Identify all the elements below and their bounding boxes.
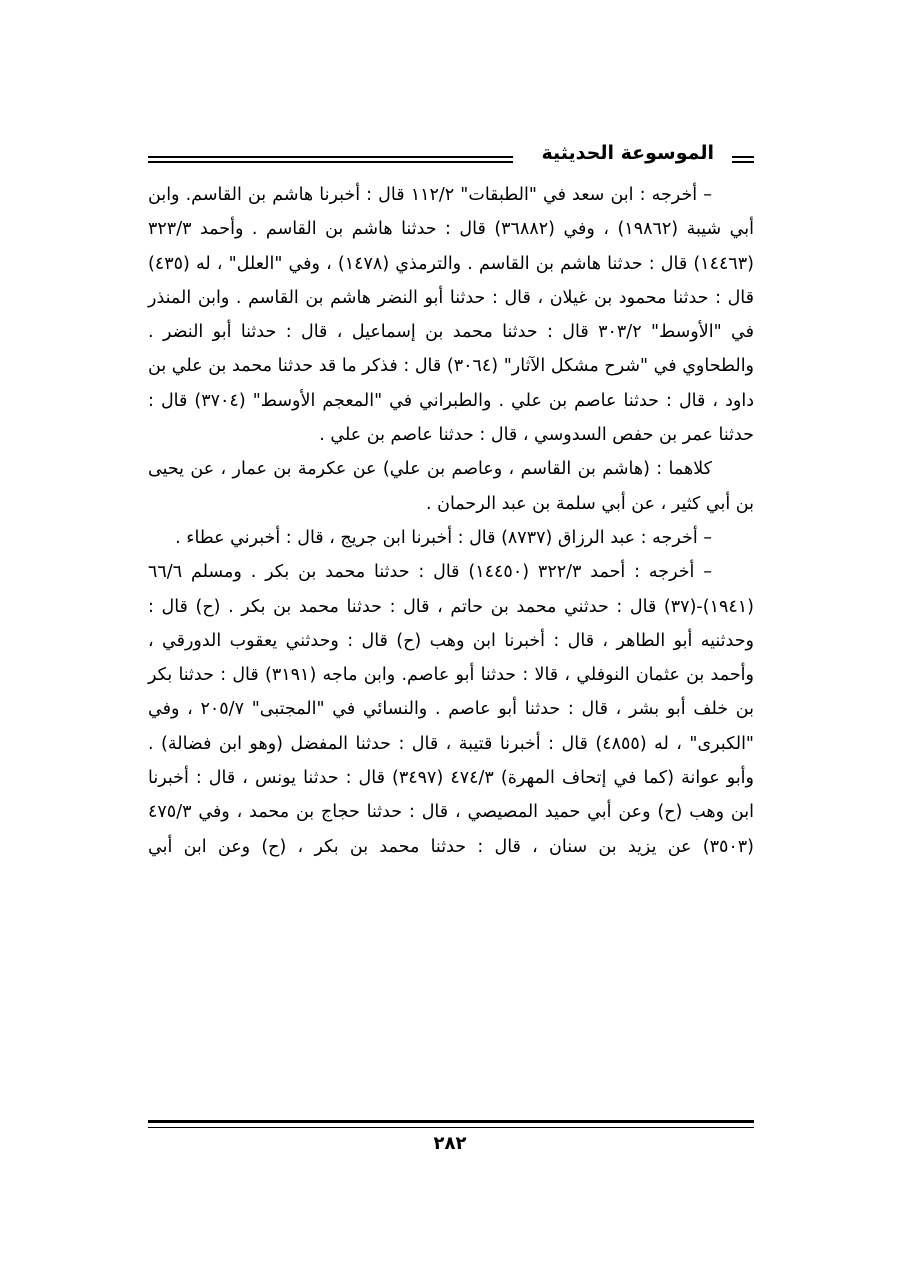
body-text bbox=[148, 178, 754, 864]
paragraph-2: كلاهما : (هاشم بن القاسم ، وعاصم بن علي) عن عكرمة بن عمار ، عن يحيى بن أبي كثير ، عن أبي سلمة بن عبد الرحمان . bbox=[148, 459, 754, 514]
paragraph-3: – أخرجه : عبد الرزاق (٨٧٣٧) قال : أخبرنا ابن جريج ، قال : أخبرني عطاء . bbox=[175, 527, 712, 548]
footer-rule-thick bbox=[148, 1120, 754, 1123]
page-header bbox=[148, 136, 754, 176]
header-rule-long bbox=[148, 156, 513, 163]
header-rule-short bbox=[732, 156, 754, 163]
paragraph-4: – أخرجه : أحمد ٣٢٢/٣ (١٤٤٥٠) قال : حدثنا محمد بن بكر . ومسلم ٦٦/٦ (١٩٤١)-(٣٧) قال : حدثني محمد بن حاتم ، قال : حدثنا محمد بن بكر . (ح) قال : وحدثنيه أبو الطاهر ، قال : أخبرنا ابن وهب (ح) قال : وحدثني يعقوب الدورقي ، وأحمد بن عثمان النوفلي ، قالا : حدثنا أبو عاصم. وابن ماجه (٣١٩١) قال : حدثنا بكر بن خلف أبو بشر ، قال : حدثنا أبو عاصم . والنسائي في "المجتبى" ٢٠٥/٧ ، وفي "الكبرى" ، له (٤٨٥٥) قال : أخبرنا قتيبة ، قال : حدثنا المفضل (وهو ابن فضالة) . وأبو عوانة (كما في إتحاف المهرة) ٤٧٤/٣ (٣٤٩٧) قال : حدثنا يونس ، قال : أخبرنا ابن وهب (ح) وعن أبي حميد المصيصي ، قال : حدثنا حجاج بن محمد ، وفي ٤٧٥/٣ (٣٥٠٣) عن يزيد بن سنان ، قال : حدثنا محمد بن بكر ، (ح) وعن ابن أبي bbox=[148, 562, 754, 857]
header-title: الموسوعة الحديثية bbox=[541, 142, 714, 164]
page-number: ٢٨٢ bbox=[433, 1133, 467, 1154]
footer-rule-thin bbox=[148, 1127, 754, 1128]
paragraph-1: – أخرجه : ابن سعد في "الطبقات" ١١٢/٢ قال : أخبرنا هاشم بن القاسم. وابن أبي شيبة (١٩٨٦٢) ، وفي (٣٦٨٨٢) قال : حدثنا هاشم بن القاسم . وأحمد ٣٢٣/٣ (١٤٤٦٣) قال : حدثنا هاشم بن القاسم . والترمذي (١٤٧٨) ، وفي "العلل" ، له (٤٣٥) قال : حدثنا محمود بن غيلان ، قال : حدثنا أبو النضر هاشم بن القاسم . وابن المنذر في "الأوسط" ٣٠٣/٢ قال : حدثنا محمد بن إسماعيل ، قال : حدثنا أبو النضر . والطحاوي في "شرح مشكل الآثار" (٣٠٦٤) قال : فذكر ما قد حدثنا محمد بن علي بن داود ، قال : حدثنا عاصم بن علي . والطبراني في "المعجم الأوسط" (٣٧٠٤) قال : حدثنا عمر بن حفص السدوسي ، قال : حدثنا عاصم بن علي . bbox=[148, 185, 755, 446]
